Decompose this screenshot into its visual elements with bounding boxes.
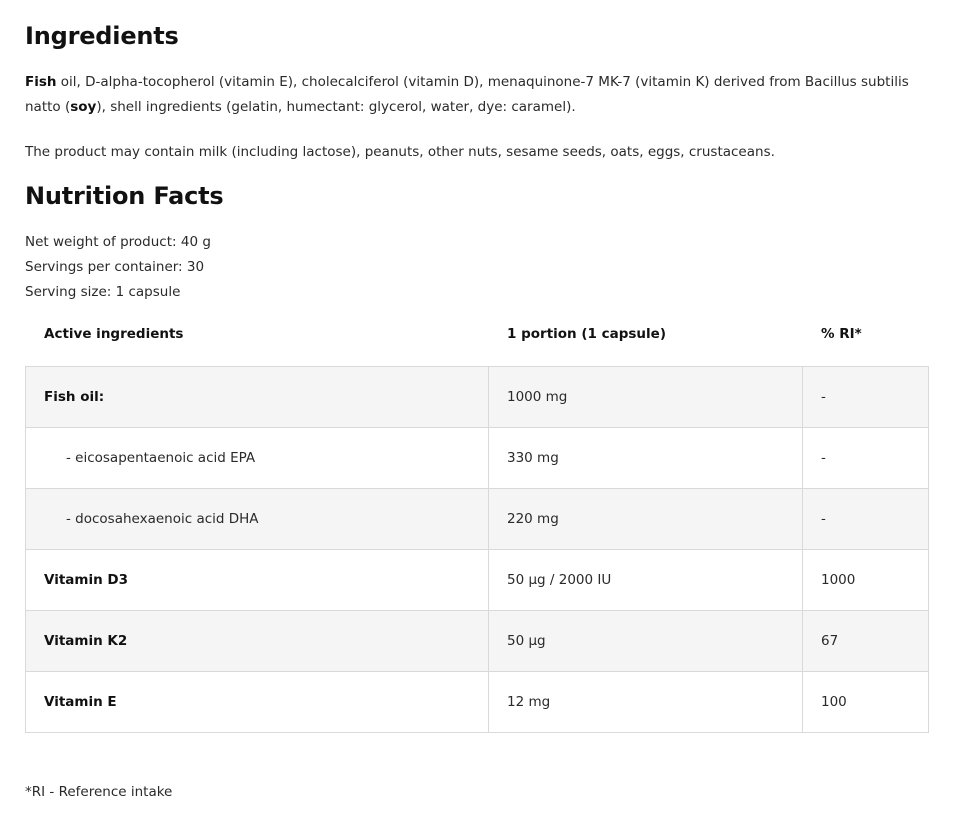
- net-weight: Net weight of product: 40 g: [25, 234, 211, 250]
- ingredients-bold-fish: Fish: [25, 74, 57, 90]
- row-ingredient-name: Vitamin D3: [26, 550, 489, 611]
- row-ingredient-name: - docosahexaenoic acid DHA: [26, 489, 489, 550]
- ingredients-bold-soy: soy: [70, 99, 97, 115]
- row-portion-value: 12 mg: [489, 672, 803, 733]
- table-row: [26, 367, 929, 428]
- row-ri-value: 67: [803, 611, 929, 672]
- column-header-ri: % RI*: [821, 326, 862, 342]
- ingredients-heading: Ingredients: [25, 22, 179, 50]
- product-meta: [25, 230, 211, 305]
- row-ingredient-name: Vitamin E: [26, 672, 489, 733]
- row-ri-value: -: [803, 367, 929, 428]
- row-ri-value: 100: [803, 672, 929, 733]
- row-portion-value: 330 mg: [489, 428, 803, 489]
- row-portion-value: 50 µg / 2000 IU: [489, 550, 803, 611]
- ingredients-text: [25, 70, 915, 120]
- row-ri-value: -: [803, 428, 929, 489]
- nutrition-table: [25, 366, 929, 733]
- ingredients-text-part4: ), shell ingredients (gelatin, humectant: glycerol, water, dye: caramel).: [96, 99, 576, 115]
- row-portion-value: 1000 mg: [489, 367, 803, 428]
- row-ri-value: 1000: [803, 550, 929, 611]
- ri-footnote: *RI - Reference intake: [25, 784, 173, 800]
- column-header-ingredient: Active ingredients: [44, 326, 184, 342]
- table-row: [26, 489, 929, 550]
- table-row: [26, 672, 929, 733]
- nutrition-heading: Nutrition Facts: [25, 182, 224, 210]
- allergen-note: The product may contain milk (including lactose), peanuts, other nuts, sesame seeds, oats, eggs, crustaceans.: [25, 144, 775, 160]
- row-ingredient-name: Fish oil:: [26, 367, 489, 428]
- table-row: [26, 550, 929, 611]
- row-ri-value: -: [803, 489, 929, 550]
- row-ingredient-name: Vitamin K2: [26, 611, 489, 672]
- ingredients-text-part2: oil, D-alpha-tocopherol (vitamin E), cholecalciferol (vitamin D), menaquinone-7 MK-7 (vitamin K) derived from Bacillus subtilis natto (: [25, 74, 909, 115]
- nutrition-table-header: [25, 322, 928, 348]
- table-row: [26, 611, 929, 672]
- servings-per-container: Servings per container: 30: [25, 259, 205, 275]
- row-ingredient-name: - eicosapentaenoic acid EPA: [26, 428, 489, 489]
- column-header-portion: 1 portion (1 capsule): [507, 326, 666, 342]
- table-row: [26, 428, 929, 489]
- row-portion-value: 220 mg: [489, 489, 803, 550]
- serving-size: Serving size: 1 capsule: [25, 284, 181, 300]
- row-portion-value: 50 µg: [489, 611, 803, 672]
